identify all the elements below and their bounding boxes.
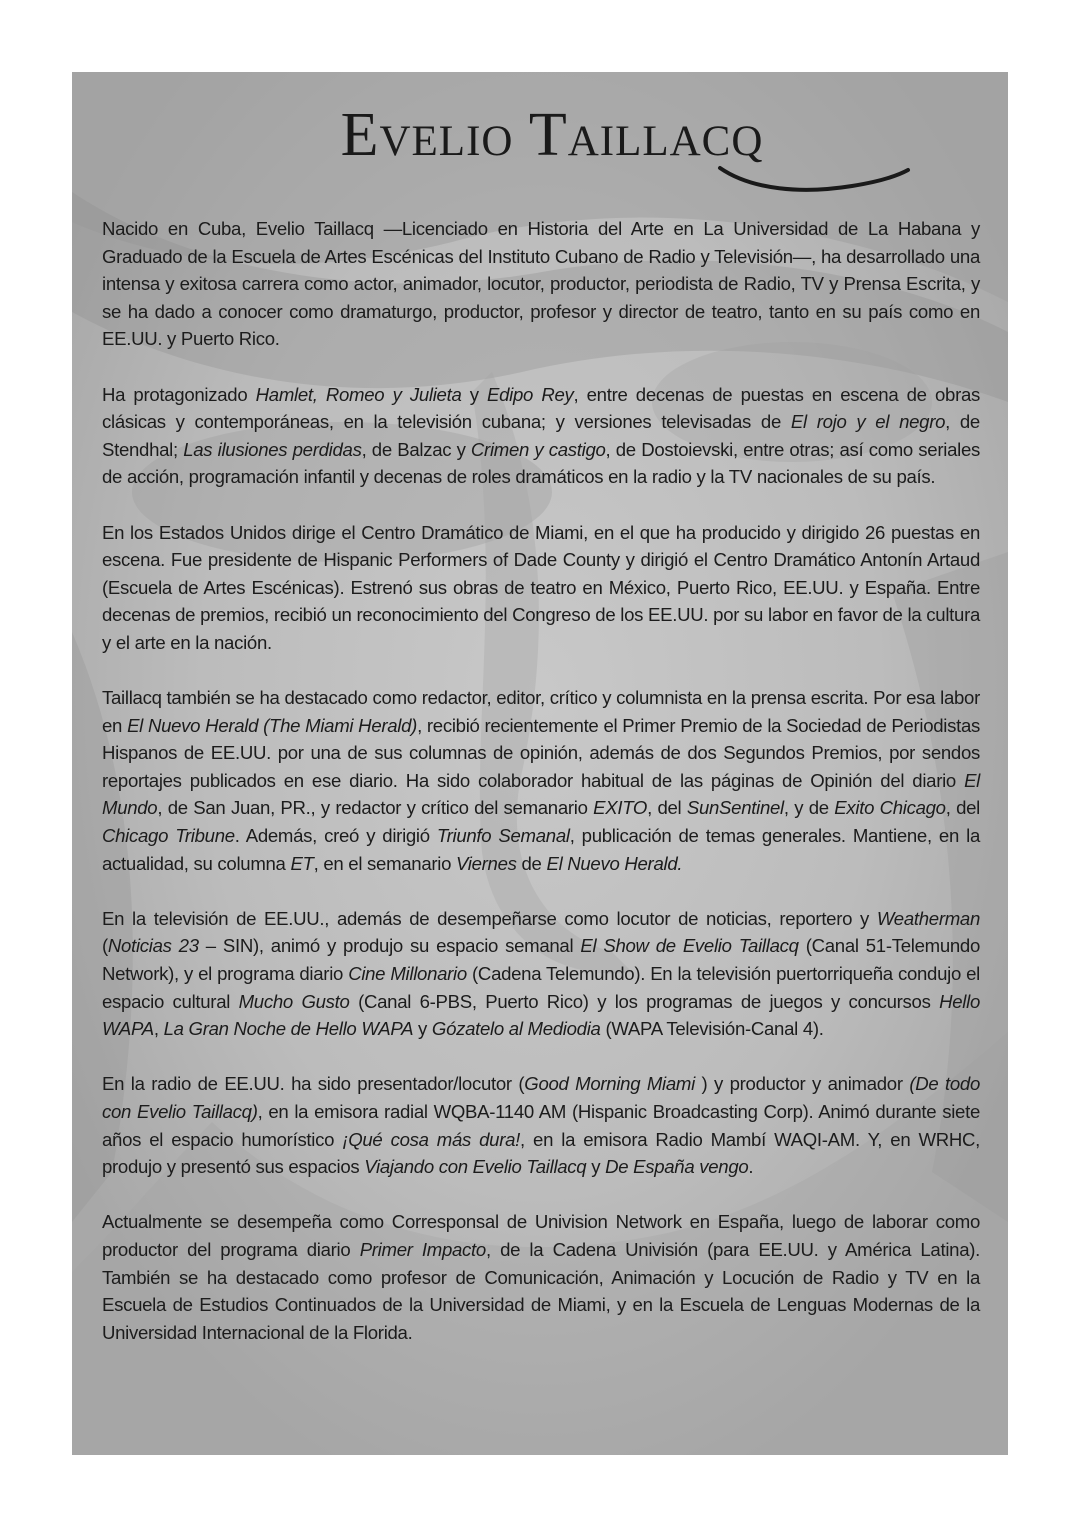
paragraph-text-run: , de Stendhal; — [102, 411, 980, 460]
paragraph-text-run: En los Estados Unidos dirige el Centro Dramático de Miami, en el que ha producido y dirigido 26 puestas en escena. Fue presidente de Hispanic Performers of Dade County y dirigió el Centro Dramático Antonín Artaud (Escuela de Artes Escénicas). Estrenó sus obras de teatro en México, Puerto Rico, EE.UU. y España. Entre decenas de premios, recibió un reconocimiento del Congreso de los EE.UU. por su labor en favor de la cultura y el arte en la nación. — [102, 521, 980, 653]
italic-title-text: El Nuevo Herald. — [546, 852, 683, 874]
paragraph-text-run: . — [748, 1156, 754, 1178]
paragraph-text-run: , del — [647, 797, 687, 819]
italic-title-text: El Mundo — [102, 769, 980, 819]
italic-title-text: Noticias 23 — [107, 935, 199, 957]
italic-title-text: Crimen y castigo — [470, 438, 606, 460]
paragraph-text-run: y — [586, 1156, 606, 1178]
bio-paragraph — [102, 381, 980, 491]
italic-title-text: De España vengo — [605, 1156, 749, 1178]
paragraph-text-run: y — [461, 383, 488, 405]
italic-title-text: Viajando con Evelio Taillacq — [364, 1156, 587, 1178]
paragraph-text-run: ( — [102, 935, 108, 957]
italic-title-text: Good Morning Miami — [524, 1073, 695, 1095]
bio-paragraph — [102, 684, 980, 877]
italic-title-text: Weatherman — [876, 907, 980, 929]
paragraph-text-run: , en la emisora radial WQBA-1140 AM (Hispanic Broadcasting Corp). Animó durante siete años el espacio humorístico — [102, 1101, 981, 1150]
paragraph-text-run: de — [516, 852, 547, 874]
paragraph-text-run: Ha protagonizado — [102, 383, 256, 405]
paragraph-text-run: , en el semanario — [313, 852, 457, 874]
paragraph-text-run: , publicación de temas generales. Mantiene, en la actualidad, su columna — [102, 825, 980, 874]
paragraph-text-run: (Cadena Telemundo). En la televisión puertorriqueña condujo el espacio cultural — [102, 963, 980, 1012]
paragraph-text-run: (WAPA Televisión-Canal 4). — [600, 1018, 824, 1040]
italic-title-text: ET — [290, 852, 314, 874]
bio-paragraph — [102, 519, 980, 657]
paragraph-text-run: Nacido en Cuba, Evelio Taillacq —Licenciado en Historia del Arte en La Universidad de La Habana y Graduado de la Escuela de Artes Escénicas del Instituto Cubano de Radio y Televisión—, ha desarrollado una intensa y exitosa carrera como actor, animador, locutor, productor, periodista de Radio, TV y Prensa Escrita, y se ha dado a conocer como dramaturgo, productor, profesor y director de teatro, tanto en su país como en EE.UU. y Puerto Rico. — [102, 218, 980, 350]
italic-title-text: Exito Chicago — [834, 797, 946, 819]
paragraph-text-run: , recibió recientemente el Primer Premio de la Sociedad de Periodistas Hispanos de EE.UU. por una de sus columnas de opinión, además de dos Segundos Premios, por sendos reportajes publicados en ese diario. Ha sido colaborador habitual de las páginas de Opinión del diario — [102, 714, 981, 791]
paragraph-text-run: , del — [945, 797, 981, 819]
italic-title-text: Hamlet, Romeo y Julieta — [255, 383, 462, 405]
paragraph-text-run: (Canal 6-PBS, Puerto Rico) y los programas de juegos y concursos — [349, 990, 940, 1012]
page-title: Evelio Taillacq — [340, 101, 764, 169]
paragraph-text-run: , de la Cadena Univisión (para EE.UU. y América Latina). También se ha destacado como profesor de Comunicación, Animación y Locución de Radio y TV en la Escuela de Estudios Continuados de la Universidad de Miami, y en la Escuela de Lenguas Modernas de la Universidad Internacional de la Florida. — [102, 1238, 981, 1343]
paragraph-text-run: , y de — [783, 797, 835, 819]
italic-title-text: Gózatelo al Mediodia — [431, 1018, 601, 1040]
paragraph-text-run: En la televisión de EE.UU., además de desempeñarse como locutor de noticias, reportero y — [102, 907, 877, 929]
paragraph-text-run: Actualmente se desempeña como Corresponsal de Univision Network en España, luego de laborar como productor del programa diario — [102, 1211, 980, 1260]
paragraph-text-run: (Canal 51-Telemundo Network), y el programa diario — [102, 935, 980, 985]
paragraph-text-run: , de Dostoievski, entre otras; así como seriales de acción, programación infantil y decenas de roles dramáticos en la radio y la TV nacionales de su país. — [102, 438, 980, 488]
bio-paragraph — [102, 1070, 980, 1180]
italic-title-text: Cine Millonario — [348, 963, 467, 985]
paragraph-text-run: En la radio de EE.UU. ha sido presentador/locutor ( — [102, 1073, 525, 1095]
title-swash-ornament — [712, 160, 912, 200]
paragraph-text-run: . Además, creó y dirigió — [234, 825, 437, 847]
italic-title-text: La Gran Noche de Hello WAPA — [163, 1018, 414, 1040]
italic-title-text: ¡Qué cosa más dura! — [342, 1128, 521, 1150]
italic-title-text: Triunfo Semanal — [436, 825, 570, 847]
italic-title-text: Las ilusiones perdidas — [183, 438, 362, 460]
paragraph-text-run: , en la emisora Radio Mambí WAQI-AM. Y, en WRHC, produjo y presentó sus espacios — [102, 1128, 981, 1178]
paragraph-text-run: , entre decenas de puestas en escena de obras clásicas y contemporáneas, en la televisión cubana; y versiones televisadas de — [102, 383, 980, 433]
paragraph-text-run: ) y productor y animador — [694, 1073, 910, 1095]
italic-title-text: El rojo y el negro — [790, 411, 946, 433]
paragraph-text-run: , de Balzac y — [361, 438, 471, 460]
italic-title-text: EXITO — [593, 797, 648, 819]
italic-title-text: Mucho Gusto — [238, 990, 350, 1012]
italic-title-text: El Nuevo Herald (The Miami Herald) — [127, 714, 418, 736]
italic-title-text: Edipo Rey — [487, 383, 574, 405]
italic-title-text: (De todo con Evelio Taillacq) — [102, 1073, 980, 1122]
biography-text — [102, 215, 980, 1374]
paragraph-text-run: , de San Juan, PR., y redactor y crítico del semanario — [157, 797, 594, 819]
bio-paragraph — [102, 215, 980, 353]
bio-paragraph — [102, 905, 980, 1043]
paragraph-text-run: y — [413, 1018, 432, 1040]
paragraph-text-run: Taillacq también se ha destacado como redactor, editor, crítico y columnista en la prensa escrita. Por esa labor en — [102, 687, 980, 736]
italic-title-text: Hello WAPA — [102, 990, 980, 1040]
italic-title-text: SunSentinel — [686, 797, 784, 819]
italic-title-text: El Show de Evelio Taillacq — [580, 935, 799, 957]
bio-panel — [72, 72, 1008, 1455]
italic-title-text: Chicago Tribune — [102, 825, 235, 847]
bio-paragraph — [102, 1208, 980, 1346]
paragraph-text-run: – SIN), animó y produjo su espacio semanal — [198, 935, 581, 957]
italic-title-text: Viernes — [456, 852, 517, 874]
paragraph-text-run: , — [153, 1018, 164, 1040]
italic-title-text: Primer Impacto — [359, 1238, 486, 1260]
